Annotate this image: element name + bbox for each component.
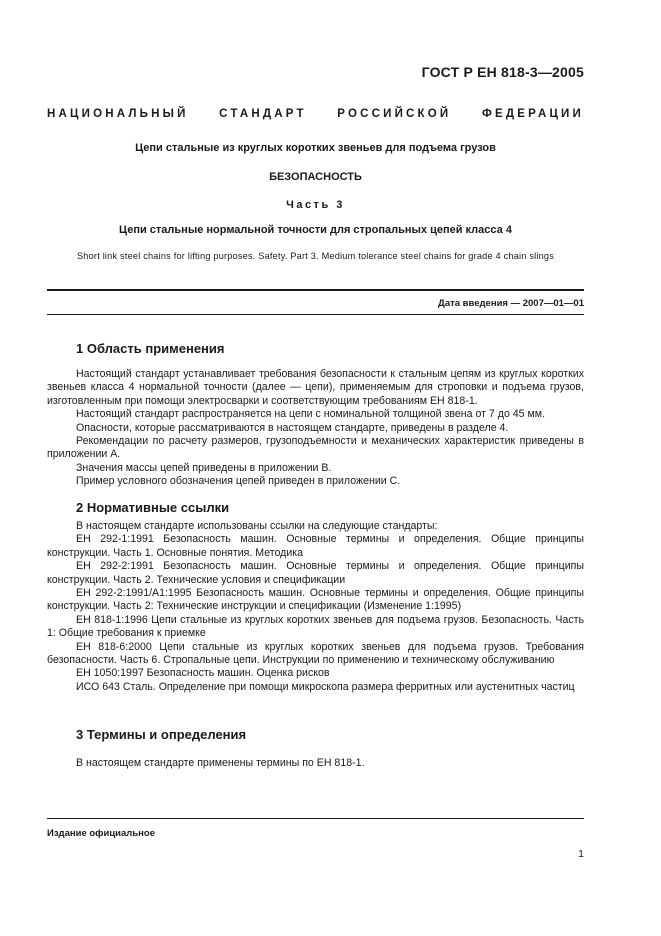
page-number: 1 [578, 848, 584, 860]
paragraph: Настоящий стандарт устанавливает требования безопасности к стальным цепям из круглых коротких звеньев класса 4 нормальной точности (далее — цепи), применяемым для строповки и подъема грузов, изготовленным при помощи электросварки и соответствующим требованиям ЕН 818-1. [47, 368, 584, 407]
reference-item: ИСО 643 Сталь. Определение при помощи микроскопа размера ферритных или аустенитных частиц [76, 680, 575, 693]
section-heading-scope: 1 Область применения [76, 341, 225, 356]
paragraph: Значения массы цепей приведены в приложении В. [76, 461, 332, 474]
reference-item: ЕН 818-1:1996 Цепи стальные из круглых коротких звеньев для подъема грузов. Безопасность. Часть 1: Общие требования к приемке [47, 613, 584, 640]
title-line-1: Цепи стальные из круглых коротких звеньев для подъема грузов [135, 142, 496, 154]
thin-divider [47, 314, 584, 315]
section-body-terms [47, 757, 584, 770]
title-safety: БЕЗОПАСНОСТЬ [269, 171, 362, 183]
reference-item: ЕН 1050:1997 Безопасность машин. Оценка рисков [76, 667, 330, 680]
paragraph: Настоящий стандарт распространяется на цепи с номинальной толщиной звена от 7 до 45 мм. [76, 408, 546, 421]
reference-item: ЕН 292-1:1991 Безопасность машин. Основные термины и определения. Общие принципы конструкции. Часть 1. Основные понятия. Методика [47, 533, 584, 559]
standard-designation: ГОСТ Р ЕН 818-3—2005 [421, 64, 584, 80]
reference-item: ЕН 292-2:1991 Безопасность машин. Основные термины и определения. Общие принципы конструкции. Часть 2. Технические условия и спецификации [47, 560, 584, 586]
section-body-scope [47, 368, 584, 489]
paragraph: В настоящем стандарте использованы ссылки на следующие стандарты: [76, 520, 438, 532]
title-line-4: Цепи стальные нормальной точности для стропальных цепей класса 4 [119, 224, 512, 236]
official-edition-note: Издание официальное [47, 828, 155, 839]
paragraph: Пример условного обозначения цепей приведен в приложении С. [76, 475, 401, 488]
section-heading-terms: 3 Термины и определения [76, 727, 247, 742]
reference-item: ЕН 818-6:2000 Цепи стальные из круглых коротких звеньев для подъема грузов. Требования безопасности. Часть 6. Стропальные цепи. Инструкции по применению и техническому обслуживанию [47, 640, 584, 667]
footer-divider [47, 818, 584, 819]
paragraph: Рекомендации по расчету размеров, грузоподъемности и механических характеристик приведены в приложении А. [47, 435, 584, 461]
paragraph: В настоящем стандарте применены термины по ЕН 818-1. [76, 757, 365, 769]
national-standard-banner: НАЦИОНАЛЬНЫЙ СТАНДАРТ РОССИЙСКОЙ ФЕДЕРАЦИИ [47, 108, 584, 120]
thick-divider [47, 289, 584, 291]
section-heading-references: 2 Нормативные ссылки [76, 500, 230, 515]
english-title: Short link steel chains for lifting purposes. Safety. Part 3. Medium tolerance steel chains for grade 4 chain slings [76, 251, 555, 261]
title-part: Часть 3 [286, 199, 345, 211]
section-body-references [47, 520, 584, 694]
introduction-date: Дата введения — 2007—01—01 [438, 298, 584, 309]
paragraph: Опасности, которые рассматриваются в настоящем стандарте, приведены в разделе 4. [76, 421, 509, 434]
reference-item: ЕН 292-2:1991/А1:1995 Безопасность машин. Основные термины и определения. Общие принципы конструкции. Часть 2: Технические инструкции и спецификации (Изменение 1:1995) [47, 587, 584, 613]
